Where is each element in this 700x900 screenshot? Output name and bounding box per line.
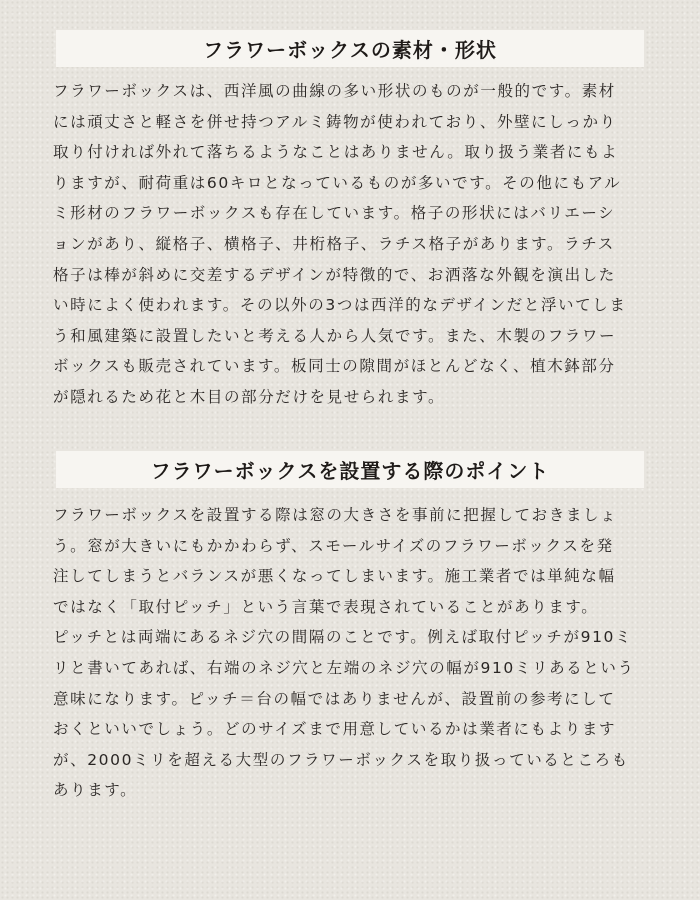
section-body bbox=[53, 76, 651, 413]
body-line: う和風建築に設置したいと考える人から人気です。また、木製のフラワー bbox=[53, 326, 617, 345]
body-line: 取り付ければ外れて落ちるようなことはありません。取り扱う業者にもよ bbox=[53, 143, 619, 162]
body-line: ピッチとは両端にあるネジ穴の間隔のことです。例えば取付ピッチが910ミ bbox=[53, 628, 633, 647]
body-line: 注してしまうとバランスが悪くなってしまいます。施工業者では単純な幅 bbox=[53, 567, 616, 586]
body-line: う。窓が大きいにもかかわらず、スモールサイズのフラワーボックスを発 bbox=[53, 536, 614, 555]
body-line: フラワーボックスは、西洋風の曲線の多い形状のものが一般的です。素材 bbox=[53, 82, 616, 100]
body-line: 格子は棒が斜めに交差するデザインが特徴的で、お洒落な外観を演出した bbox=[53, 265, 616, 284]
body-line: が隠れるため花と木目の部分だけを見せられます。 bbox=[53, 387, 446, 406]
body-line: りますが、耐荷重は60キロとなっているものが多いです。その他にもアル bbox=[53, 173, 622, 192]
body-line: ミ形材のフラワーボックスも存在しています。格子の形状にはバリエーシ bbox=[53, 204, 616, 223]
body-line: フラワーボックスを設置する際は窓の大きさを事前に把握しておきましょ bbox=[53, 506, 618, 524]
body-line: が、2000ミリを超える大型のフラワーボックスを取り扱っているところも bbox=[53, 750, 629, 769]
section-heading: フラワーボックスの素材・形状 bbox=[56, 30, 644, 67]
body-line: あります。 bbox=[53, 781, 138, 800]
section-heading: フラワーボックスを設置する際のポイント bbox=[56, 451, 644, 488]
body-line: には頑丈さと軽さを併せ持つアルミ鋳物が使われており、外壁にしっかり bbox=[53, 112, 617, 131]
body-line: おくといいでしょう。どのサイズまで用意しているかは業者にもよります bbox=[53, 720, 617, 739]
body-line: ョンがあり、縦格子、横格子、井桁格子、ラチス格子があります。ラチス bbox=[53, 234, 615, 253]
body-line: ボックスも販売されています。板同士の隙間がほとんどなく、植木鉢部分 bbox=[53, 357, 616, 376]
section-installation-points bbox=[0, 451, 700, 806]
body-line: 意味になります。ピッチ＝台の幅ではありませんが、設置前の参考にして bbox=[53, 689, 616, 708]
body-line: い時によく使われます。その以外の3つは西洋的なデザインだと浮いてしま bbox=[53, 296, 627, 315]
section-body bbox=[53, 500, 651, 806]
body-line: ではなく「取付ピッチ」という言葉で表現されていることがあります。 bbox=[53, 597, 599, 616]
body-line: リと書いてあれば、右端のネジ穴と左端のネジ穴の幅が910ミリあるという bbox=[53, 658, 635, 677]
section-materials-shapes bbox=[0, 30, 700, 413]
